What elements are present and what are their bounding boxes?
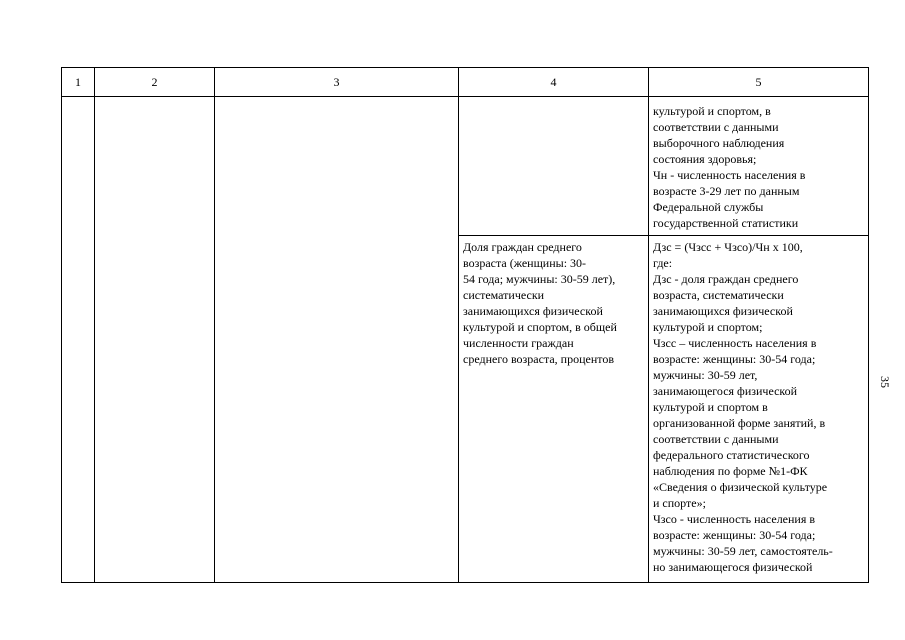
- calculation-method: Дзс = (Чзсс + Чзсо)/Чн х 100, где: Дзс - доля граждан среднего возраста, систематически занимающихся физической культурой и спортом; Чзсс – численность населения в возрасте: женщины: 30-54 года; мужчины: 30-59 лет, занимающегося физической культурой и спортом в организованной форме занятий, в соответствии с данными федерального статистического наблюдения по форме №1-ФК «Сведения о физической культуре и спорте»; Чзсо - численность населения в возрасте: женщины: 30-54 года; мужчины: 30-59 лет, самостоятель- но занимающегося физической: [653, 240, 833, 574]
- header-col-2: 2: [95, 68, 215, 97]
- cell-col-4: [459, 236, 649, 583]
- header-col-3: 3: [215, 68, 459, 97]
- indicator-name: Доля граждан среднего возраста (женщины: 30- 54 года; мужчины: 30-59 лет), систематически занимающихся физической культурой и спортом, в общей численности граждан среднего возраста, процентов: [463, 240, 617, 366]
- calculation-method: культурой и спортом, в соответствии с данными выборочного наблюдения состояния здоровья; Чн - численность населения в возрасте 3-29 лет по данным Федеральной службы государственной статистики: [653, 104, 806, 230]
- header-row: [62, 68, 869, 97]
- cell-col-3: [215, 97, 459, 583]
- data-table: [61, 67, 869, 583]
- header-col-1: 1: [62, 68, 95, 97]
- cell-col-1: [62, 97, 95, 583]
- cell-col-2: [95, 97, 215, 583]
- page-number: 35: [878, 376, 892, 388]
- table-row: [62, 97, 869, 236]
- cell-col-5: [649, 97, 869, 236]
- header-col-4: 4: [459, 68, 649, 97]
- cell-col-4: [459, 97, 649, 236]
- header-col-5: 5: [649, 68, 869, 97]
- indicator-name: [459, 97, 648, 103]
- cell-col-5: [649, 236, 869, 583]
